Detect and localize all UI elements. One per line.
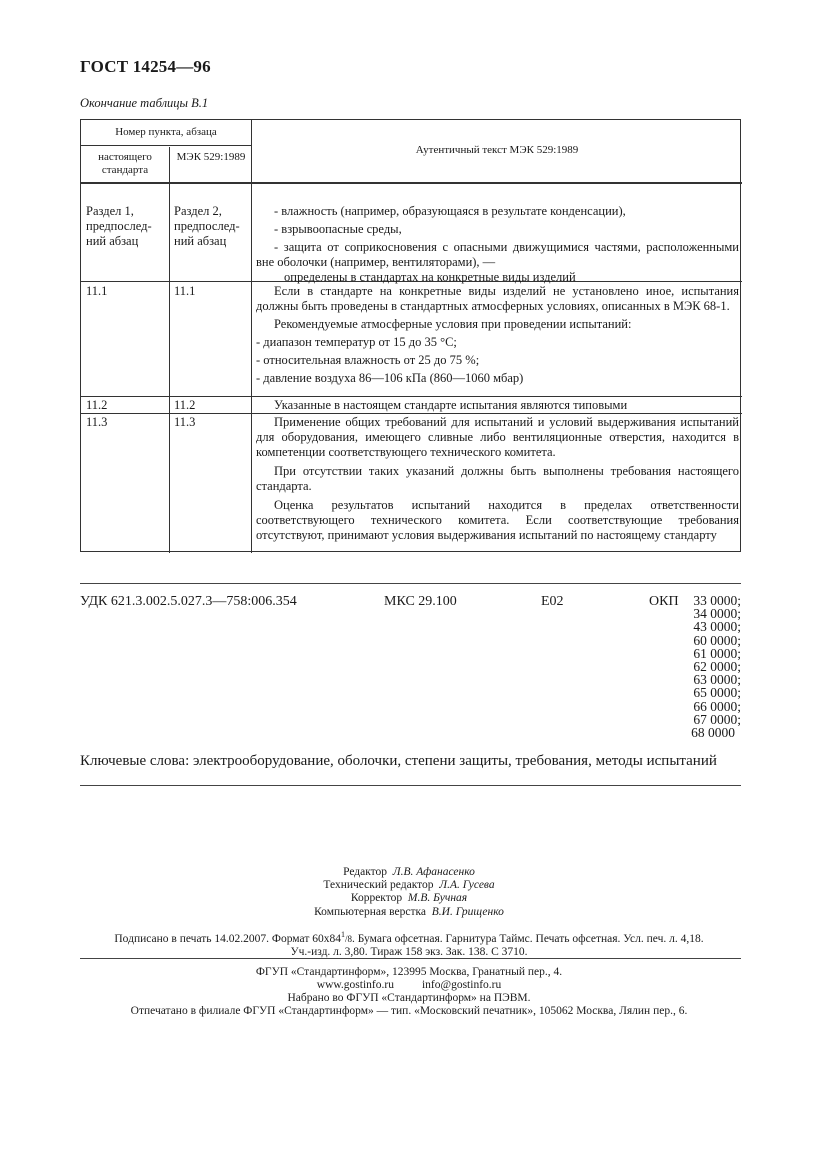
row4-col2: 11.3 <box>174 415 196 429</box>
imprint-line1-rest: . Бумага офсетная. Гарнитура Таймс. Печать офсетная. Усл. печ. л. 4,18. <box>351 932 704 945</box>
okp-code: 60 0000; <box>693 632 741 648</box>
row1-col1: Раздел 1, предпослед-ний абзац <box>86 204 152 248</box>
credit-line <box>0 866 818 879</box>
row1-text <box>256 204 739 285</box>
divider-bottom <box>80 785 741 786</box>
publisher-address: ФГУП «Стандартинформ», 123995 Москва, Гранатный пер., 4. <box>255 966 563 978</box>
publisher <box>0 966 818 1018</box>
row1-line2: - взрывоопасные среды, <box>274 222 402 236</box>
imprint-line1: Подписано в печать 14.02.2007. Формат 60х84 <box>114 932 341 945</box>
row1-line1: - влажность (например, образующаяся в результате конденсации), <box>274 204 626 218</box>
credit-line <box>0 892 818 905</box>
okp-code: 34 0000; <box>693 606 741 622</box>
okp-code: 33 0000; <box>693 593 741 608</box>
document-title: ГОСТ 14254—96 <box>80 57 211 76</box>
okp-code: 68 0000 <box>691 725 735 741</box>
row1-line4: определены в стандартах на конкретные виды изделий <box>284 270 576 284</box>
row2-line4: - относительная влажность от 25 до 75 %; <box>256 353 480 367</box>
row3-text: Указанные в настоящем стандарте испытания являются типовыми <box>274 398 628 412</box>
row4-line3: Оценка результатов испытаний находится в пределах ответственности соответствующего технического комитета. Если соответствующие требования отсутствуют, принимают условия выдерживания испытаний по настоящему стандарту <box>256 498 739 542</box>
row3-col2: 11.2 <box>174 398 196 412</box>
format-sub: /8 <box>344 933 352 944</box>
credit-person: Л.В. Афанасенко <box>392 866 475 878</box>
row2-line5: - давление воздуха 86—106 кПа (860—1060 мбар) <box>256 371 524 385</box>
okp-code: 67 0000; <box>693 711 741 727</box>
row2-line1: Если в стандарте на конкретные виды изделий не установлено иное, испытания должны быть проведены в стандартных атмосферных условиях, описанных в МЭК 68-1. <box>256 284 739 313</box>
publisher-email: info@gostinfo.ru <box>421 979 502 991</box>
credit-line <box>0 906 818 919</box>
header-group-label: Номер пункта, абзаца <box>115 126 217 138</box>
credit-person: Л.А. Гусева <box>439 879 495 892</box>
row3-col1: 11.2 <box>86 398 108 412</box>
okp-codes <box>620 594 741 739</box>
imprint-line2: Уч.-изд. л. 3,80. Тираж 158 экз. Зак. 138. С 3710. <box>290 945 528 958</box>
row2-line2: Рекомендуемые атмосферные условия при проведении испытаний: <box>274 317 632 331</box>
e-code: Е02 <box>541 594 564 609</box>
okp-code: 65 0000; <box>693 685 741 701</box>
credit-person: В.И. Грищенко <box>431 905 504 918</box>
row1-line3: - защита от соприкосновения с опасными движущимися частями, расположенными вне оболочки (например, вентиляторами), — <box>256 240 739 269</box>
publisher-typeset: Набрано во ФГУП «Стандартинформ» на ПЭВМ. <box>287 992 531 1004</box>
credit-line <box>0 879 818 892</box>
divider-top <box>80 583 741 584</box>
imprint <box>0 928 818 959</box>
okp-code: 66 0000; <box>693 698 741 714</box>
row4-line2: При отсутствии таких указаний должны быть выполнены требования настоящего стандарта. <box>256 464 739 493</box>
udk-code: УДК 621.3.002.5.027.3—758:006.354 <box>80 594 297 609</box>
header-col-iec: МЭК 529:1989 <box>176 151 246 163</box>
credits <box>0 866 818 919</box>
row2-col2: 11.1 <box>174 284 196 298</box>
credit-role: Редактор <box>343 866 388 878</box>
standard-table <box>80 119 741 552</box>
row2-text <box>256 284 739 386</box>
publisher-site: www.gostinfo.ru <box>316 979 394 991</box>
mks-code: МКС 29.100 <box>384 594 457 609</box>
row4-line1: Применение общих требований для испытаний и условий выдерживания испытаний для оборудования, имеющего сливные либо вентиляционные отверстия, находится в компетенции соответствующего технического комитета. <box>256 415 739 459</box>
header-col-text: Аутентичный текст МЭК 529:1989 <box>415 144 579 156</box>
header-col-current-standard: настоящего стандарта <box>98 151 152 176</box>
credit-role: Компьютерная верстка <box>314 905 426 918</box>
publisher-printed: Отпечатано в филиале ФГУП «Стандартинформ» — тип. «Московский печатник», 105062 Москва, Лялин пер., 6. <box>130 1005 688 1017</box>
row4-text <box>256 415 739 543</box>
credit-person: М.В. Бучная <box>407 892 468 905</box>
row1-col2: Раздел 2, предпослед-ний абзац <box>174 204 240 248</box>
credit-role: Корректор <box>350 892 403 905</box>
okp-code: 61 0000; <box>693 645 741 661</box>
table-caption: Окончание таблицы В.1 <box>80 96 209 110</box>
okp-code: 63 0000; <box>693 672 741 688</box>
imprint-separator <box>80 958 741 959</box>
okp-label: ОКП <box>649 594 679 609</box>
credit-role: Технический редактор <box>323 879 434 892</box>
row2-col1: 11.1 <box>86 284 108 298</box>
okp-code: 43 0000; <box>693 619 741 635</box>
row2-line3: - диапазон температур от 15 до 35 °С; <box>256 335 457 349</box>
row4-col1: 11.3 <box>86 415 108 429</box>
keywords: Ключевые слова: электрооборудование, оболочки, степени защиты, требования, методы испытаний <box>80 753 717 769</box>
format-sup: 1 <box>340 930 345 939</box>
okp-code: 62 0000; <box>693 659 741 674</box>
